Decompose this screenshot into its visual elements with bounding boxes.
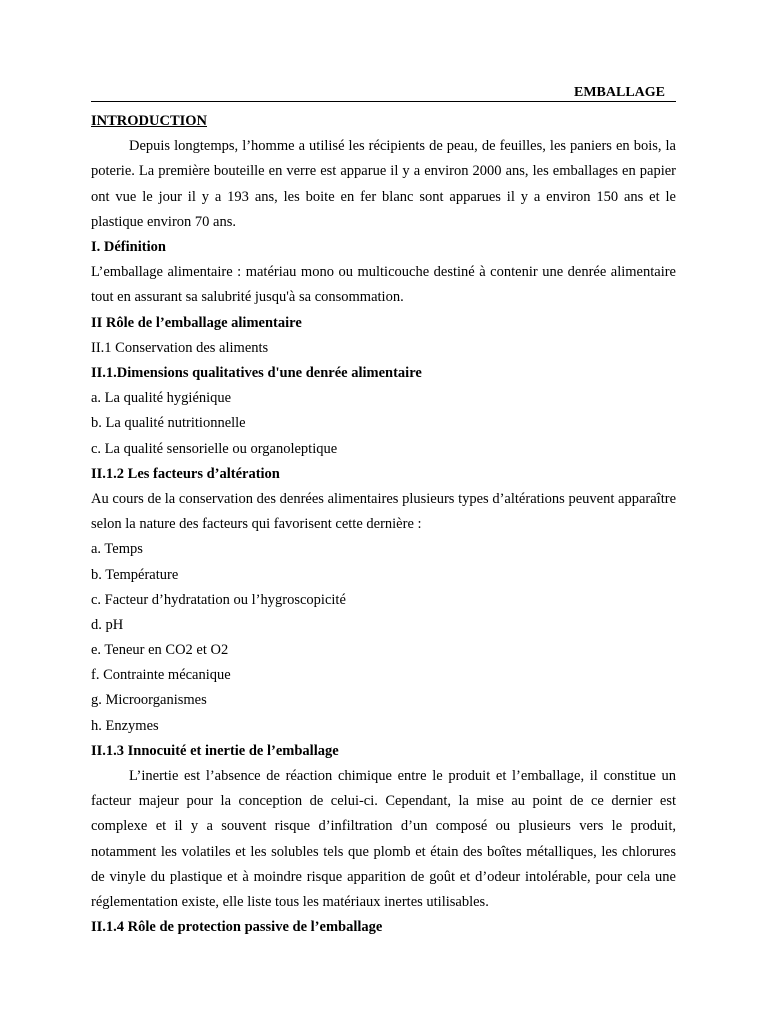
document-page (91, 0, 676, 1024)
document-body (91, 109, 676, 940)
list-item: b. Température (91, 566, 179, 583)
facteurs-heading: II.1.2 Les facteurs d’altération (91, 465, 280, 482)
introduction-heading: INTRODUCTION (91, 113, 208, 129)
list-item: f. Contrainte mécanique (91, 667, 231, 684)
definition-heading: I. Définition (91, 239, 166, 255)
facteurs-paragraph: Au cours de la conservation des denrées alimentaires plusieurs types d’altérations peuvent apparaître selon la nature des facteurs qui favorisent cette dernière : (91, 490, 676, 533)
list-item: b. La qualité nutritionnelle (91, 415, 246, 432)
innocuite-heading: II.1.3 Innocuité et inertie de l’emballage (91, 742, 339, 759)
list-item: g. Microorganismes (91, 692, 207, 709)
list-item: e. Teneur en CO2 et O2 (91, 642, 229, 659)
page-header (91, 84, 676, 102)
role-heading: II Rôle de l’emballage alimentaire (91, 314, 302, 331)
definition-paragraph: L’emballage alimentaire : matériau mono ou multicouche destiné à contenir une denrée alimentaire tout en assurant sa salubrité jusqu'à sa consommation. (91, 264, 676, 306)
protection-heading: II.1.4 Rôle de protection passive de l’emballage (91, 919, 383, 936)
dimensions-heading: II.1.Dimensions qualitatives d'une denrée alimentaire (91, 364, 422, 381)
list-item: c. La qualité sensorielle ou organoleptique (91, 440, 338, 457)
innocuite-paragraph: L’inertie est l’absence de réaction chimique entre le produit et l’emballage, il constitue un facteur majeur pour la conception de celui-ci. Cependant, la mise au point de ce dernier est complexe et il y a souvent risque d’infiltration d’un composé ou plusieurs vers le produit, notamment les volatiles et les solubles tels que plomb et étain des boîtes métalliques, les chlorures de vinyle du plastique et à moindre risque apparition de goût et d’odeur intolérable, pour cela une réglementation existe, elle liste tous les matériaux inertes utilisables. (91, 768, 676, 911)
list-item: a. La qualité hygiénique (91, 390, 232, 407)
introduction-paragraph: Depuis longtemps, l’homme a utilisé les récipients de peau, de feuilles, les paniers en bois, la poterie. La première bouteille en verre est apparue il y a environ 2000 ans, les emballages en papier ont vue le jour il y a 193 ans, les boite en fer blanc sont apparues il y a environ 150 ans et le plastique environ 70 ans. (91, 138, 676, 230)
list-item: a. Temps (91, 541, 143, 558)
list-item: d. pH (91, 616, 124, 633)
list-item: c. Facteur d’hydratation ou l’hygroscopicité (91, 591, 346, 608)
header-title: EMBALLAGE (573, 85, 665, 100)
list-item: h. Enzymes (91, 717, 159, 734)
role-subheading: II.1 Conservation des aliments (91, 339, 269, 356)
